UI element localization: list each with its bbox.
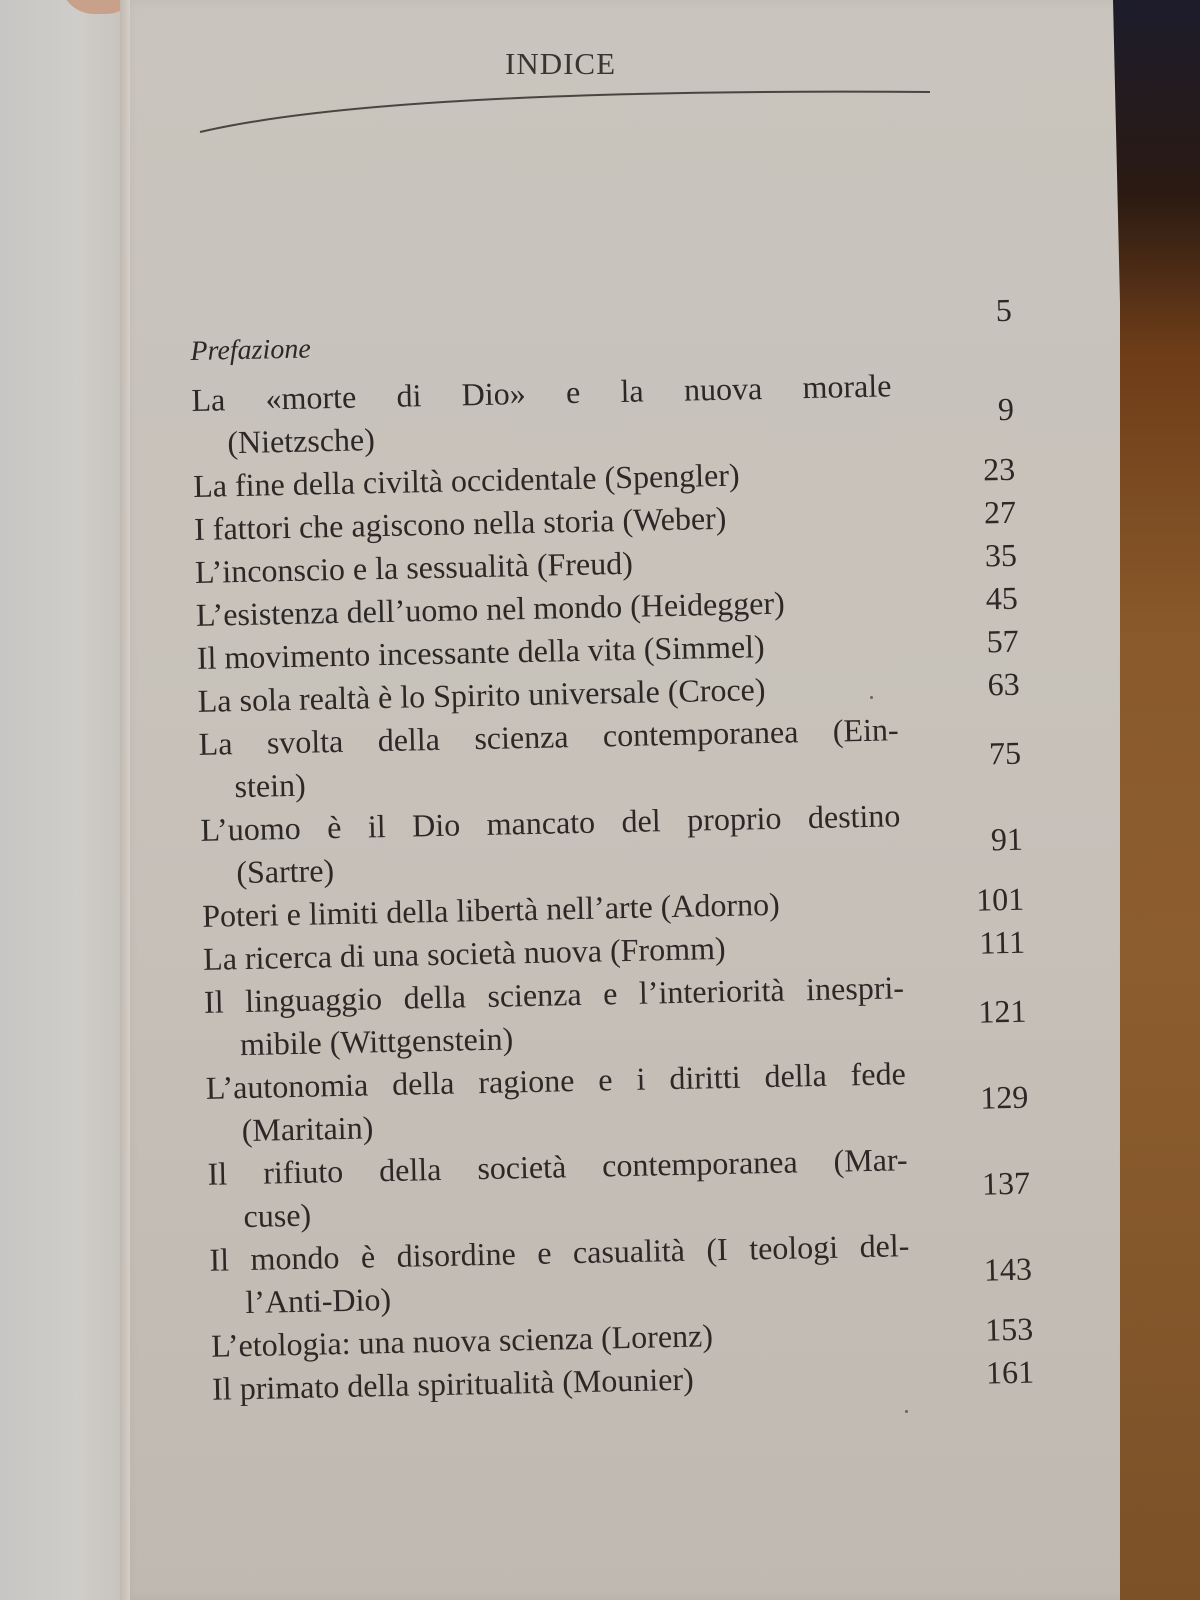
- toc-entry-title: Il linguaggio della scienza e l’interiorità inespri- mibile (Wittgenstein): [203, 969, 905, 1063]
- toc-entry-title: Il movimento incessante della vita (Simmel): [196, 628, 765, 676]
- toc-entry-page: 35: [984, 536, 1018, 574]
- toc-entry-page: 27: [983, 493, 1017, 531]
- toc-entry-title: L’esistenza dell’uomo nel mondo (Heidegger): [195, 584, 786, 633]
- toc-entry-page: 129: [979, 1078, 1029, 1116]
- toc-entry-title: L’etologia: una nuova scienza (Lorenz): [210, 1317, 714, 1364]
- toc-entry-title: La fine della civiltà occidentale (Spengler): [192, 456, 740, 504]
- toc-entry-title: I fattori che agiscono nella storia (Weber): [193, 499, 727, 547]
- paper-speck: [870, 696, 873, 699]
- toc-entry-title: Poteri e limiti della libertà nell’arte (Adorno): [201, 885, 781, 934]
- toc-entry-page: 57: [986, 622, 1020, 660]
- page-title: INDICE: [505, 46, 617, 81]
- toc-entry-page: 101: [975, 880, 1025, 918]
- toc-entry-title: Il primato della spiritualità (Mounier): [211, 1360, 695, 1407]
- toc-entry-title: La ricerca di una società nuova (Fromm): [202, 929, 726, 977]
- toc-entry-title: Il mondo è disordine e casualità (I teologi del- l’Anti-Dio): [209, 1227, 910, 1321]
- toc-entry-page: 137: [981, 1164, 1031, 1202]
- toc-entry-title: L’autonomia della ragione e i diritti della fede (Maritain): [205, 1055, 907, 1149]
- toc-entry-page: 153: [984, 1310, 1034, 1348]
- toc-entry-page: 63: [987, 665, 1020, 703]
- toc-entry-page: 91: [990, 820, 1024, 857]
- decorative-rule: [190, 80, 950, 140]
- toc-entry-page: 161: [985, 1353, 1035, 1391]
- toc-entry-page: 5: [995, 291, 1013, 329]
- toc-entry-title: Prefazione: [190, 333, 312, 367]
- toc-entry-title: La sola realtà è lo Spirito universale (Croce): [197, 671, 766, 719]
- toc-entry-page: 121: [978, 992, 1027, 1030]
- toc-entry-page: 111: [979, 923, 1026, 961]
- toc-entry-page: 45: [985, 579, 1019, 617]
- toc-entry-title: L’inconscio e la sessualità (Freud): [194, 544, 634, 590]
- toc-entry-page: 23: [982, 450, 1016, 488]
- table-of-contents: [190, 291, 1052, 1410]
- toc-entry-title: L’uomo è il Dio mancato del proprio destino (Sartre): [200, 797, 901, 891]
- toc-entry-title: La «morte di Dio» e la nuova morale (Nietzsche): [191, 367, 892, 461]
- toc-entry-title: Il rifiuto della società contemporanea (Mar- cuse): [207, 1141, 908, 1235]
- toc-entry-page: 75: [988, 734, 1022, 771]
- paper-speck: [905, 1410, 908, 1413]
- toc-entry-title: La svolta della scienza contemporanea (Ein- stein): [198, 711, 899, 805]
- toc-entry-page: 9: [997, 390, 1015, 427]
- toc-entry-page: 143: [983, 1250, 1033, 1288]
